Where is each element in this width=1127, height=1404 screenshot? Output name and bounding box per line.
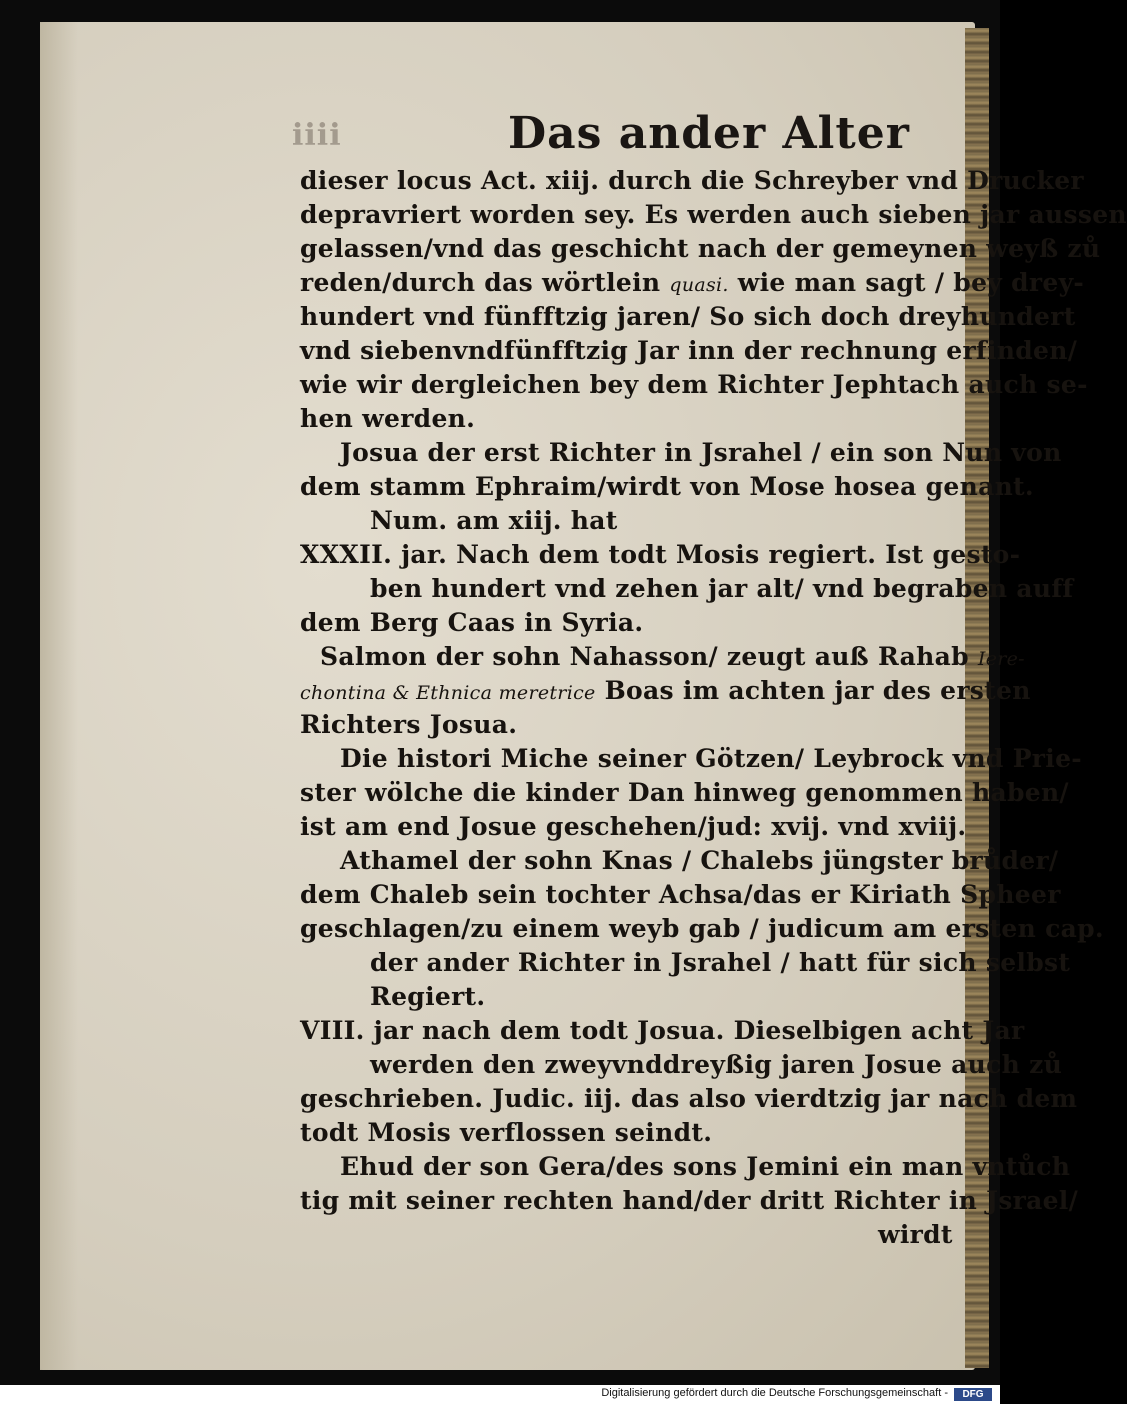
- text-line: [300, 267, 1084, 299]
- text-segment: wie man sagt / bey drey-: [737, 268, 1085, 297]
- text-line: dem Berg Caas in Syria.: [300, 608, 644, 637]
- text-line: ist am end Josue geschehen/jud: xvij. vnd xviij.: [300, 812, 967, 841]
- text-line: dem Chaleb sein tochter Achsa/das er Kiriath Spheer: [300, 880, 1061, 909]
- latin-phrase: chontina & Ethnica meretrice: [300, 682, 596, 704]
- text-line: Richters Josua.: [300, 710, 518, 739]
- text-line: geschrieben. Judic. iij. das also vierdtzig jar nach dem: [300, 1084, 1078, 1113]
- funding-credit: Digitalisierung gefördert durch die Deutsche Forschungsgemeinschaft -: [601, 1387, 948, 1399]
- text-line: VIII. jar nach dem todt Josua. Dieselbigen acht Jar: [300, 1016, 1025, 1045]
- running-head: Das ander Alter: [508, 108, 910, 159]
- text-line: todt Mosis verflossen seindt.: [300, 1118, 713, 1147]
- dfg-logo: DFG: [954, 1388, 992, 1401]
- text-segment: Salmon der sohn Nahasson/ zeugt auß Rahab: [320, 642, 969, 671]
- text-line: hen werden.: [300, 404, 476, 433]
- text-line: gelassen/vnd das geschicht nach der gemeynen weyß zů: [300, 234, 1101, 263]
- text-line: Regiert.: [370, 982, 486, 1011]
- text-line: ben hundert vnd zehen jar alt/ vnd begraben auff: [370, 574, 1074, 603]
- bleed-through-text: iiii: [292, 118, 342, 153]
- text-segment: reden/durch das wörtlein: [300, 268, 661, 297]
- text-line: geschlagen/zu einem weyb gab / judicum am ersten cap.: [300, 914, 1104, 943]
- text-line: ster wölche die kinder Dan hinweg genommen haben/: [300, 778, 1069, 807]
- text-line: dieser locus Act. xiij. durch die Schreyber vnd Drucker: [300, 166, 1084, 195]
- text-line: Ehud der son Gera/des sons Jemini ein man vntůch: [340, 1152, 1071, 1181]
- text-line: Num. am xiij. hat: [370, 506, 618, 535]
- text-line: Die histori Miche seiner Götzen/ Leybrock vnd Prie-: [340, 744, 1082, 773]
- text-line: [320, 641, 1025, 673]
- text-line: Josua der erst Richter in Jsrahel / ein son Nun von: [340, 438, 1062, 467]
- text-line: dem stamm Ephraim/wirdt von Mose hosea genant.: [300, 472, 1034, 501]
- text-line: Athamel der sohn Knas / Chalebs jüngster brůder/: [340, 846, 1059, 875]
- latin-word: quasi.: [669, 274, 729, 296]
- catchword: wirdt: [878, 1220, 953, 1249]
- text-line: XXXII. jar. Nach dem todt Mosis regiert. Ist gesto-: [300, 540, 1021, 569]
- text-line: [300, 675, 1031, 707]
- text-line: werden den zweyvnddreyßig jaren Josue auch zů: [370, 1050, 1063, 1079]
- footer-bar: [0, 1385, 1000, 1404]
- text-line: depravriert worden sey. Es werden auch sieben jar aussen: [300, 200, 1127, 229]
- latin-phrase: Iere-: [977, 648, 1025, 670]
- text-line: wie wir dergleichen bey dem Richter Jephtach auch se-: [300, 370, 1088, 399]
- text-line: tig mit seiner rechten hand/der dritt Richter in Jsrael/: [300, 1186, 1079, 1215]
- text-line: vnd siebenvndfünfftzig Jar inn der rechnung erfinden/: [300, 336, 1078, 365]
- text-line: der ander Richter in Jsrahel / hatt für sich selbst: [370, 948, 1071, 977]
- text-line: hundert vnd fünfftzig jaren/ So sich doch dreyhundert: [300, 302, 1076, 331]
- text-segment: Boas im achten jar des ersten: [604, 676, 1031, 705]
